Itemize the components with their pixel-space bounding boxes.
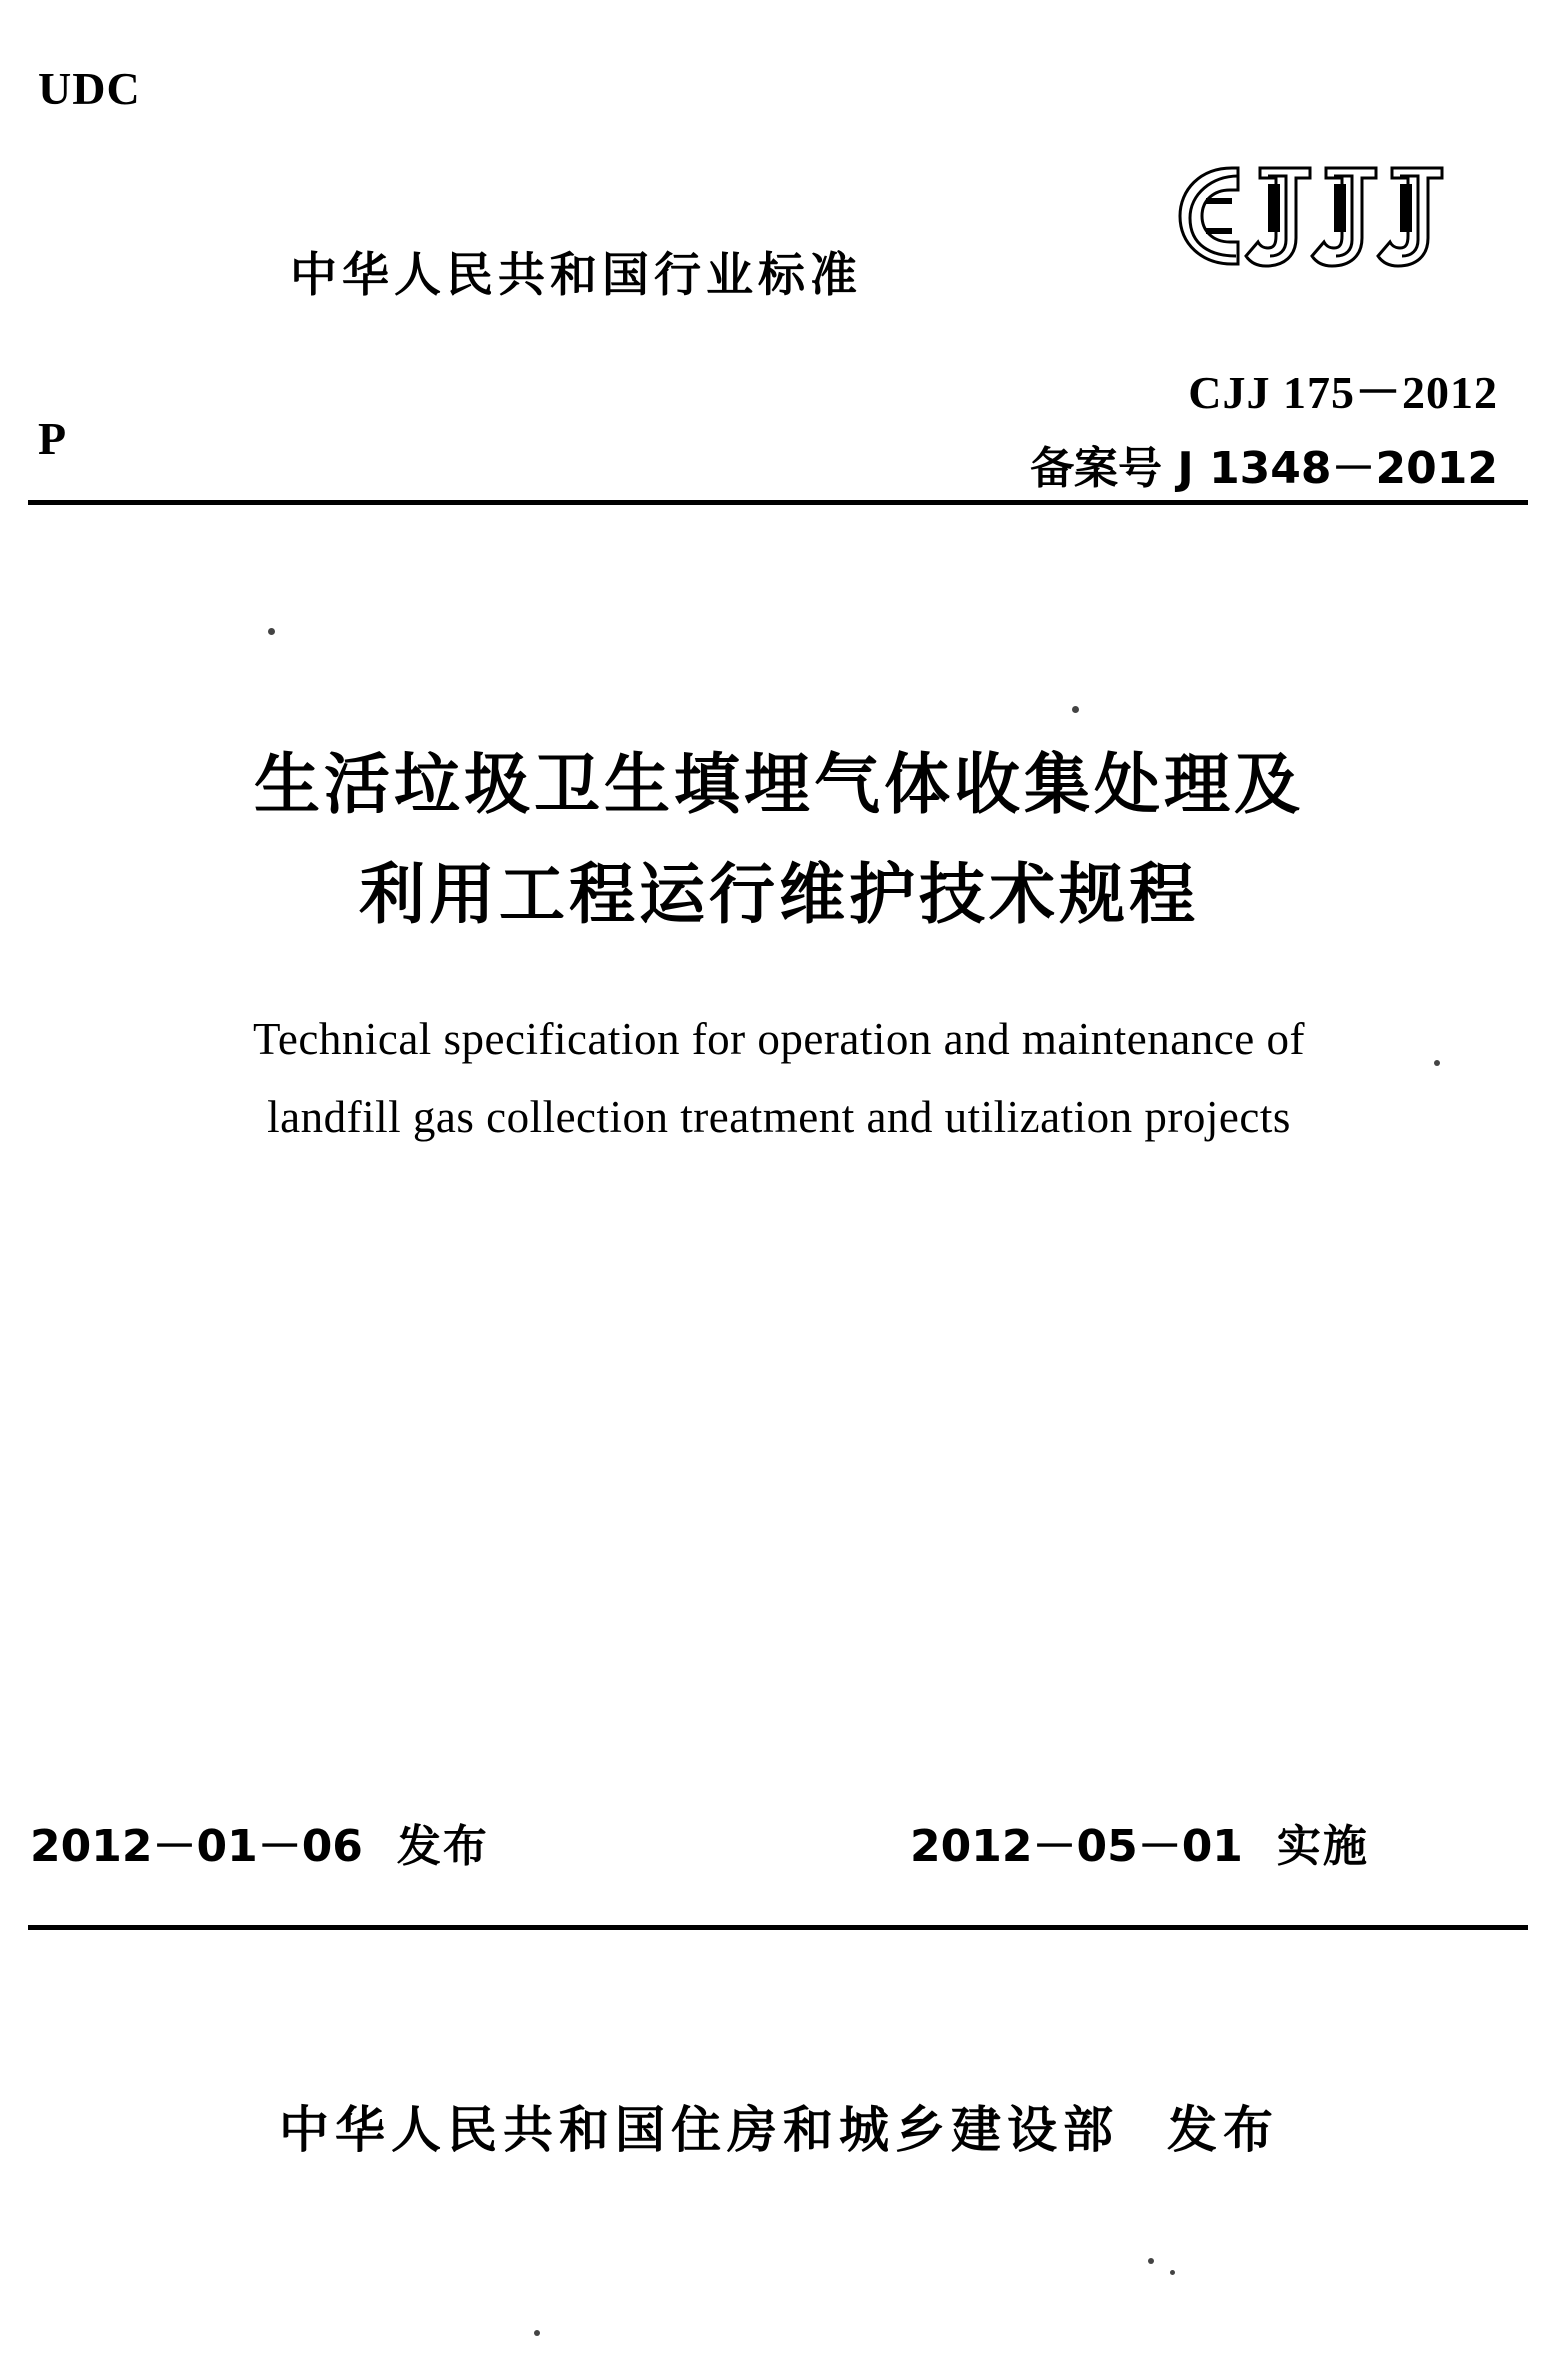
ministry-standard-line: 中华人民共和国行业标准 [290, 248, 862, 303]
standard-number: CJJ 175－2012 [1188, 367, 1498, 418]
cjj-logo-icon [1160, 150, 1460, 280]
header-divider [28, 500, 1528, 505]
record-number: 备案号 J 1348－2012 [1030, 443, 1498, 494]
title-chinese-line2: 利用工程运行维护技术规程 [359, 856, 1199, 933]
publisher-line [0, 2090, 1558, 2162]
scan-speck [1148, 2258, 1154, 2264]
scan-speck [268, 628, 275, 635]
classification-letter: P [38, 413, 67, 464]
scan-speck [534, 2330, 540, 2336]
footer-divider [28, 1925, 1528, 1930]
issue-date: 2012－01－06 [30, 1821, 363, 1872]
effective-action-label: 实施 [1276, 1821, 1369, 1872]
scan-speck [1434, 1060, 1440, 1066]
scan-speck [1072, 706, 1079, 713]
title-english-line1: Technical specification for operation and maintenance of [253, 1014, 1305, 1064]
issue-action-label: 发布 [396, 1821, 489, 1872]
publisher-action-label: 发布 [1167, 2101, 1279, 2159]
scan-speck [1170, 2270, 1175, 2275]
effective-date: 2012－05－01 [910, 1821, 1243, 1872]
udc-label: UDC [38, 63, 141, 114]
title-english-line2: landfill gas collection treatment and utilization projects [267, 1092, 1291, 1142]
title-chinese-line1: 生活垃圾卫生填埋气体收集处理及 [254, 746, 1304, 823]
publisher-organization: 中华人民共和国住房和城乡建设部 [279, 2101, 1119, 2159]
issue-date-group [30, 1810, 489, 1874]
effective-date-group [910, 1810, 1369, 1874]
